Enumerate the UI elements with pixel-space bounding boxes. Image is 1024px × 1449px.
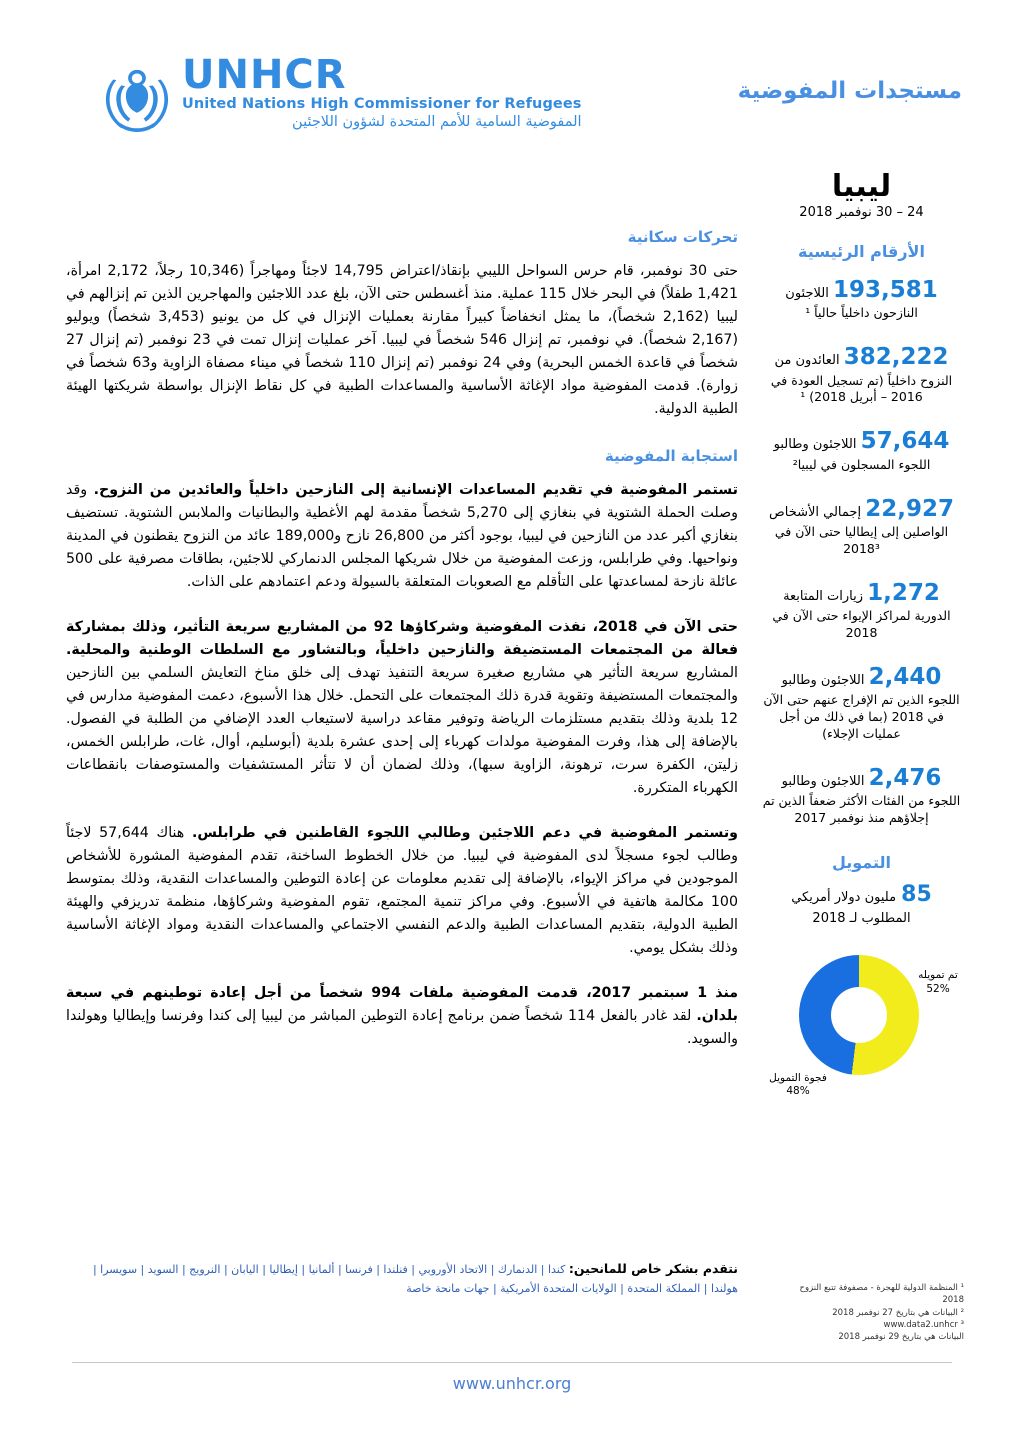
stat-monitoring-visits [759, 578, 964, 642]
stat-label: اللاجئون وطالبو [773, 437, 857, 453]
stat-label: العائدون من [774, 353, 840, 369]
paragraph-response-2-lead: حتى الآن في 2018، نفذت المفوضية وشركاؤها 92 من المشاريع سريعة التأثير، وذلك بمشاركة فعالة من المجتمعات المستضيفة والنازحين داخلياً، وبالتشاور مع السلطات الوطنية والمحلية. [66, 619, 738, 658]
stat-evacuated [759, 763, 964, 827]
footnote-3: ³ www.data2.unhcr [883, 1319, 964, 1330]
stat-label: اللاجئون [785, 286, 829, 301]
key-figures-sidebar [759, 170, 964, 1099]
logo-wordmark: UNHCR [182, 52, 347, 98]
donut-funded-text: تم تمويله [918, 969, 958, 982]
donut-center-hole [799, 955, 919, 1075]
paragraph-response-3-rest: هناك 57,644 لاجئاً وطالب لجوء مسجلاً لدى المفوضية في ليبيا. من خلال الخطوط الساخنة، تقدم المفوضية المشورة للأشخاص الموجودين في مراكز الإيواء، بالإضافة إلى تقديم معلومات عن إعادة التوطين والمساعدات النقدية، وذلك بمتوسط 100 مكالمة هاتفية في الأسبوع. وفي مراكز تنمية المجتمع، تقوم المفوضية وشركاؤها، منظمة تدريزفي والهيئة الطبية الدولية، بتقديم المساعدات الطبية والدعم النفسي الاجتماعي والمساعدات النقدية ومواد الإغاثة الأساسية وذلك بشكل يومي. [66, 825, 738, 956]
stat-sub: النازحون داخلياً حالياً ¹ [805, 305, 918, 321]
document-header [0, 52, 1024, 176]
report-date: 24 – 30 نوفمبر 2018 [799, 205, 924, 220]
paragraph-response-3 [66, 822, 738, 960]
funding-donut-chart [759, 949, 964, 1099]
donors-acknowledgement [66, 1258, 738, 1298]
funding-period: المطلوب لـ 2018 [812, 910, 911, 926]
stat-sub: اللجوء المسجلون في ليبيا² [792, 456, 931, 472]
stat-sub: الواصلين إلى إيطاليا حتى الآن في 2018³ [774, 523, 949, 556]
donut-gap-pct: 48% [786, 1085, 810, 1098]
paragraph-population-movements: حتى 30 نوفمبر، قام حرس السواحل الليبي بإنقاذ/اعتراض 14,795 لاجئاً ومهاجراً (10,346 رجلاً، 2,172 امرأة، 1,421 طفلاً) في البحر خلال 115 عملية. منذ أغسطس حتى الآن، بلغ عدد اللاجئين والمهاجرين الذين تم إنزالهم في ليبيا (2,162 شخصاً)، ما يمثل انخفاضاً كبيراً مقارنة بعمليات الإنزال في كل من يونيو (3,453 شخصاً) ويوليو (2,167 شخصاً). في نوفمبر، تم إنزال 546 شخصاً في ليبيا. آخر عمليات إنزال تمت في 23 نوفمبر (تم إنزال 27 شخصاً في قاعدة الخمس البحرية) وفي 24 نوفمبر (تم إنزال 110 شخصاً في ميناء مصفاة الزاوية و63 شخصاً في زوارة). قدمت المفوضية مواد الإغاثة الأساسية والمساعدات الطبية في كل نقاط الإنزال بواسطة شريكتها الهيئة الطبية الدولية. [66, 263, 739, 417]
unhcr-logo [100, 52, 582, 132]
stat-value: 2,476 [868, 764, 942, 791]
paragraph-response-1-rest: وقد وصلت الحملة الشتوية في بنغازي إلى 5,270 شخصاً مقدمة لهم الأغطية والبطانيات والملابس الشتوية. تستضيف بنغازي أكبر عدد من النازحين في ليبيا، بوجود أكثر من 26,800 نازح و189,000 عائد من النزوح يقطنون في المدينة ونواحيها. وفي طرابلس، وزعت المفوضية من خلال شريكها المجلس الدنماركي للاجئين، بطاقات مصرفية على 500 عائلة نازحة لمساعدتها على التأقلم مع الصعوبات المتعلقة بالسيولة ودعم اعتمادهم على الذات. [66, 482, 738, 590]
funding-unit: مليون دولار أمريكي [791, 889, 897, 905]
footnotes [754, 1282, 964, 1344]
stat-value: 57,644 [860, 428, 950, 455]
stat-idps-current [759, 275, 964, 322]
funding-value: 85 [901, 881, 932, 907]
stat-arrivals-italy [759, 494, 964, 558]
paragraph-response-1-lead: تستمر المفوضية في تقديم المساعدات الإنسانية إلى النازحين داخلياً والعائدين من النزوح. [93, 482, 738, 498]
page-title: مستجدات المفوضية [737, 78, 962, 104]
main-content [66, 228, 738, 1073]
footnote-1: ¹ المنظمة الدولية للهجرة - مصفوفة تتبع النزوح [799, 1283, 964, 1293]
footnote-3-date: البيانات هي بتاريخ 29 نوفمبر 2018 [838, 1332, 964, 1343]
stat-label: إجمالي الأشخاص [769, 504, 862, 520]
unhcr-emblem-icon [100, 58, 174, 132]
heading-unhcr-response: استجابة المفوضية [604, 447, 738, 465]
country-name: ليبيا [831, 169, 892, 204]
logo-tagline-ar: المفوضية السامية للأمم المتحدة لشؤون اللاجئين [292, 114, 582, 131]
stat-value: 1,272 [867, 579, 940, 606]
donors-label: نتقدم بشكر خاص للمانحين: [568, 1261, 738, 1276]
stat-sub: الدورية لمراكز الإيواء حتى الآن في 2018 [772, 608, 951, 640]
stat-released [759, 662, 964, 743]
paragraph-response-2-rest: المشاريع سريعة التأثير هي مشاريع صغيرة سريعة التنفيذ تهدف إلى خلق مناخ التعايش السلمي بين النازحين والمجتمعات المستضيفة وتقوية قدرة ذلك المجتمعات على التحمل. خلال هذا الأسبوع، دعمت المفوضية مدارس في 12 بلدية وذلك بتقديم مستلزمات الرياضة وتوفير مقاعد دراسية لاستيعاب العدد الإضافي من الطلبة في الفصول. بالإضافة إلى هذا، وفرت المفوضية مولدات كهرباء إلى إحدى عشرة بلدية (أبوسليم، أوال، غات، طرابلس الخمس، زليتن، الكفرة سرت، ترهونة، الزاوية سبها)، وذلك لضمان أن لا تتأثر المستشفيات والمستوصفات بانقطاعات الكهرباء المتكررة. [66, 665, 738, 796]
funding-amount [759, 880, 964, 927]
donut-funded-pct: 52% [926, 982, 950, 995]
stat-value: 193,581 [832, 277, 938, 303]
paragraph-response-4-rest: لقد غادر بالفعل 114 شخصاً ضمن برنامج إعادة التوطين المباشر من ليبيا إلى كندا وفرنسا وإيطاليا وهولندا والسويد. [66, 1008, 738, 1047]
stat-sub: اللجوء من الفئات الأكثر ضعفاً الذين تم إجلاؤهم منذ نوفمبر 2017 [762, 793, 961, 826]
stat-value: 382,222 [843, 344, 949, 371]
paragraph-response-1 [66, 479, 738, 594]
stat-label: اللاجئون وطالبو [781, 672, 865, 688]
stat-registered-refugees [759, 426, 964, 473]
donut-gap-text: فجوة التمويل [769, 1071, 827, 1084]
paragraph-response-3-lead: وتستمر المفوضية في دعم اللاجئين وطالبي اللجوء القاطنين في طرابلس. [191, 825, 738, 841]
stat-label: اللاجئون وطالبو [781, 773, 865, 789]
paragraph-response-4-lead: منذ 1 سبتمبر 2017، قدمت المفوضية ملفات 994 شخصاً من أجل إعادة توطينهم في سبعة بلدان. [66, 985, 739, 1024]
stat-sub: النزوح داخلياً (تم تسجيل العودة في 2016 – أبريل 2018) ¹ [770, 372, 953, 405]
donors-list: كندا | الدنمارك | الاتحاد الأوروبي | فنلندا | فرنسا | ألمانيا | إيطاليا | اليابان | النرويج | السويد | سويسرا | هولندا | المملكة المتحدة | الولايات المتحدة الأمريكية | جهات مانحة خاصة [92, 1263, 738, 1295]
footer-divider [72, 1362, 952, 1363]
donut-label-gap [765, 1072, 831, 1099]
stat-sub: اللجوء الذين تم الإفراج عنهم حتى الآن في 2018 (بما في ذلك من أجل عمليات الإجلاء) [763, 692, 960, 741]
stat-value: 2,440 [868, 663, 942, 690]
footnote-1-year: 2018 [942, 1295, 964, 1306]
footer-website-link[interactable]: www.unhcr.org [452, 1374, 572, 1393]
paragraph-response-2 [66, 616, 738, 800]
key-figures-heading: الأرقام الرئيسية [798, 242, 925, 261]
stat-returnees [759, 342, 964, 406]
logo-text-block [182, 52, 582, 132]
stat-value: 22,927 [865, 495, 954, 522]
paragraph-response-4 [66, 982, 738, 1051]
funding-heading: التمويل [831, 852, 892, 872]
footnote-2: ² البيانات هي بتاريخ 27 نوفمبر 2018 [832, 1307, 964, 1318]
heading-population-movements: تحركات سكانية [627, 228, 738, 246]
logo-tagline-en: United Nations High Commissioner for Refugees [182, 96, 582, 113]
donut-label-funded [912, 969, 964, 996]
stat-label: زيارات المتابعة [783, 588, 864, 604]
